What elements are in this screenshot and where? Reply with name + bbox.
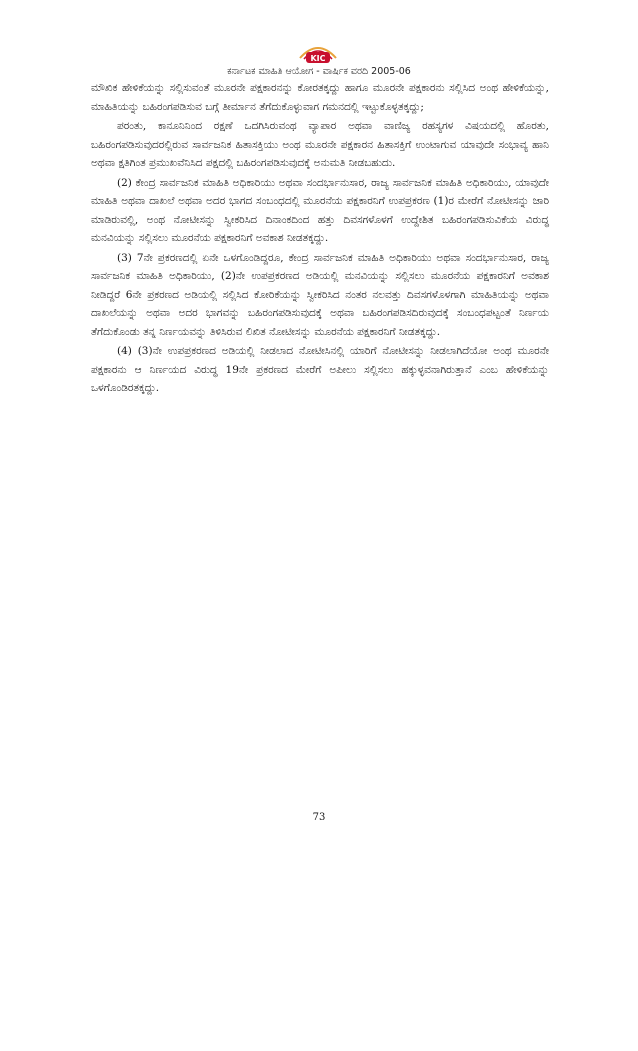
paragraph-5: (4) (3)ನೇ ಉಪಪ್ರಕರಣದ ಅಡಿಯಲ್ಲಿ ನೀಡಲಾದ ನೋಟೀಸಿನಲ್ಲಿ ಯಾರಿಗೆ ನೋಟೀಸನ್ನು ನೀಡಲಾಗಿದೆಯೋ ಅಂಥ ಮೂರನೇ ಪಕ್ಷಕಾರನು ಆ ನಿರ್ಣಯದ ವಿರುದ್ಧ 19ನೇ ಪ್ರಕರಣದ ಮೇರೆಗೆ ಅಪೀಲು ಸಲ್ಲಿಸಲು ಹಕ್ಕುಳ್ಳವನಾಗಿರುತ್ತಾನೆ ಎಂಬ ಹೇಳಿಕೆಯನ್ನು ಒಳಗೊಂಡಿರತಕ್ಕದ್ದು.: [91, 345, 549, 394]
paragraph-3: (2) ಕೇಂದ್ರ ಸಾರ್ವಜನಿಕ ಮಾಹಿತಿ ಅಧಿಕಾರಿಯು ಅಥವಾ ಸಂದರ್ಭಾನುಸಾರ, ರಾಜ್ಯ ಸಾರ್ವಜನಿಕ ಮಾಹಿತಿ ಅಧಿಕಾರಿಯು, ಯಾವುದೇ ಮಾಹಿತಿ ಅಥವಾ ದಾಖಲೆ ಅಥವಾ ಅದರ ಭಾಗದ ಸಂಬಂಧದಲ್ಲಿ ಮೂರನೆಯ ಪಕ್ಷಕಾರನಿಗೆ ಉಪಪ್ರಕರಣ (1)ರ ಮೇರೆಗೆ ನೋಟೀಸನ್ನು ಜಾರಿ ಮಾಡಿರುವಲ್ಲಿ, ಅಂಥ ನೋಟೀಸನ್ನು ಸ್ವೀಕರಿಸಿದ ದಿನಾಂಕದಿಂದ ಹತ್ತು ದಿವಸಗಳೊಳಗೆ ಉದ್ದೇಶಿತ ಬಹಿರಂಗಪಡಿಸುವಿಕೆಯ ವಿರುದ್ಧ ಮನವಿಯನ್ನು ಸಲ್ಲಿಸಲು ಮೂರನೆಯ ಪಕ್ಷಕಾರನಿಗೆ ಅವಕಾಶ ನೀಡತಕ್ಕದ್ದು.: [91, 176, 549, 244]
logo-text: KIC: [310, 54, 326, 63]
paragraph-4: (3) 7ನೇ ಪ್ರಕರಣದಲ್ಲಿ ಏನೇ ಒಳಗೊಂಡಿದ್ದರೂ, ಕೇಂದ್ರ ಸಾರ್ವಜನಿಕ ಮಾಹಿತಿ ಅಧಿಕಾರಿಯು ಅಥವಾ ಸಂದರ್ಭಾನುಸಾರ, ರಾಜ್ಯ ಸಾರ್ವಜನಿಕ ಮಾಹಿತಿ ಅಧಿಕಾರಿಯು, (2)ನೇ ಉಪಪ್ರಕರಣದ ಅಡಿಯಲ್ಲಿ ಮನವಿಯನ್ನು ಸಲ್ಲಿಸಲು ಮೂರನೆಯ ಪಕ್ಷಕಾರನಿಗೆ ಅವಕಾಶ ನೀಡಿದ್ದರೆ 6ನೇ ಪ್ರಕರಣದ ಅಡಿಯಲ್ಲಿ ಸಲ್ಲಿಸಿದ ಕೋರಿಕೆಯನ್ನು ಸ್ವೀಕರಿಸಿದ ನಂತರ ನಲವತ್ತು ದಿವಸಗಳೊಳಗಾಗಿ ಮಾಹಿತಿಯನ್ನು ಅಥವಾ ದಾಖಲೆಯನ್ನು ಅಥವಾ ಅದರ ಭಾಗವನ್ನು ಬಹಿರಂಗಪಡಿಸುವುದಕ್ಕೆ ಅಥವಾ ಬಹಿರಂಗಪಡಿಸದಿರುವುದಕ್ಕೆ ಸಂಬಂಧಪಟ್ಟಂತೆ ನಿರ್ಣಯ ತೆಗೆದುಕೊಂಡು ತನ್ನ ನಿರ್ಣಯವನ್ನು ತಿಳಿಸಿರುವ ಲಿಖಿತ ನೋಟೀಸನ್ನು ಮೂರನೆಯ ಪಕ್ಷಕಾರನಿಗೆ ನೀಡತಕ್ಕದ್ದು.: [91, 251, 549, 338]
kic-logo: [296, 38, 340, 68]
page-number: 73: [312, 812, 326, 823]
paragraph-1: ಮೌಖಿಕ ಹೇಳಿಕೆಯನ್ನು ಸಲ್ಲಿಸುವಂತೆ ಮೂರನೇ ಪಕ್ಷಕಾರನನ್ನು ಕೋರತಕ್ಕದ್ದು ಹಾಗೂ ಮೂರನೇ ಪಕ್ಷಕಾರನು ಸಲ್ಲಿಸಿದ ಅಂಥ ಹೇಳಿಕೆಯನ್ನು, ಮಾಹಿತಿಯನ್ನು ಬಹಿರಂಗಪಡಿಸುವ ಬಗ್ಗೆ ತೀರ್ಮಾನ ತೆಗೆದುಕೊಳ್ಳುವಾಗ ಗಮನದಲ್ಲಿ ಇಟ್ಟುಕೊಳ್ಳತಕ್ಕದ್ದು;: [91, 82, 549, 113]
document-body: [91, 79, 549, 399]
paragraph-2: ಪರಂತು, ಕಾನೂನಿನಿಂದ ರಕ್ಷಣೆ ಒದಗಿಸಿರುವಂಥ ವ್ಯಾಪಾರ ಅಥವಾ ವಾಣಿಜ್ಯ ರಹಸ್ಯಗಳ ವಿಷಯದಲ್ಲಿ ಹೊರತು, ಬಹಿರಂಗಪಡಿಸುವುದರಲ್ಲಿರುವ ಸಾರ್ವಜನಿಕ ಹಿತಾಸಕ್ತಿಯು ಅಂಥ ಮೂರನೇ ಪಕ್ಷಕಾರನ ಹಿತಾಸಕ್ತಿಗೆ ಉಂಟಾಗುವ ಯಾವುದೇ ಸಂಭಾವ್ಯ ಹಾನಿ ಅಥವಾ ಕ್ಷತಿಗಿಂತ ಪ್ರಮುಖವೆನಿಸಿದ ಪಕ್ಷದಲ್ಲಿ ಬಹಿರಂಗಪಡಿಸುವುದಕ್ಕೆ ಅನುಮತಿ ನೀಡಬಹುದು.: [91, 120, 549, 169]
page-header: ಕರ್ನಾಟಕ ಮಾಹಿತಿ ಆಯೋಗ - ವಾರ್ಷಿಕ ವರದಿ 2005-06: [227, 66, 411, 77]
